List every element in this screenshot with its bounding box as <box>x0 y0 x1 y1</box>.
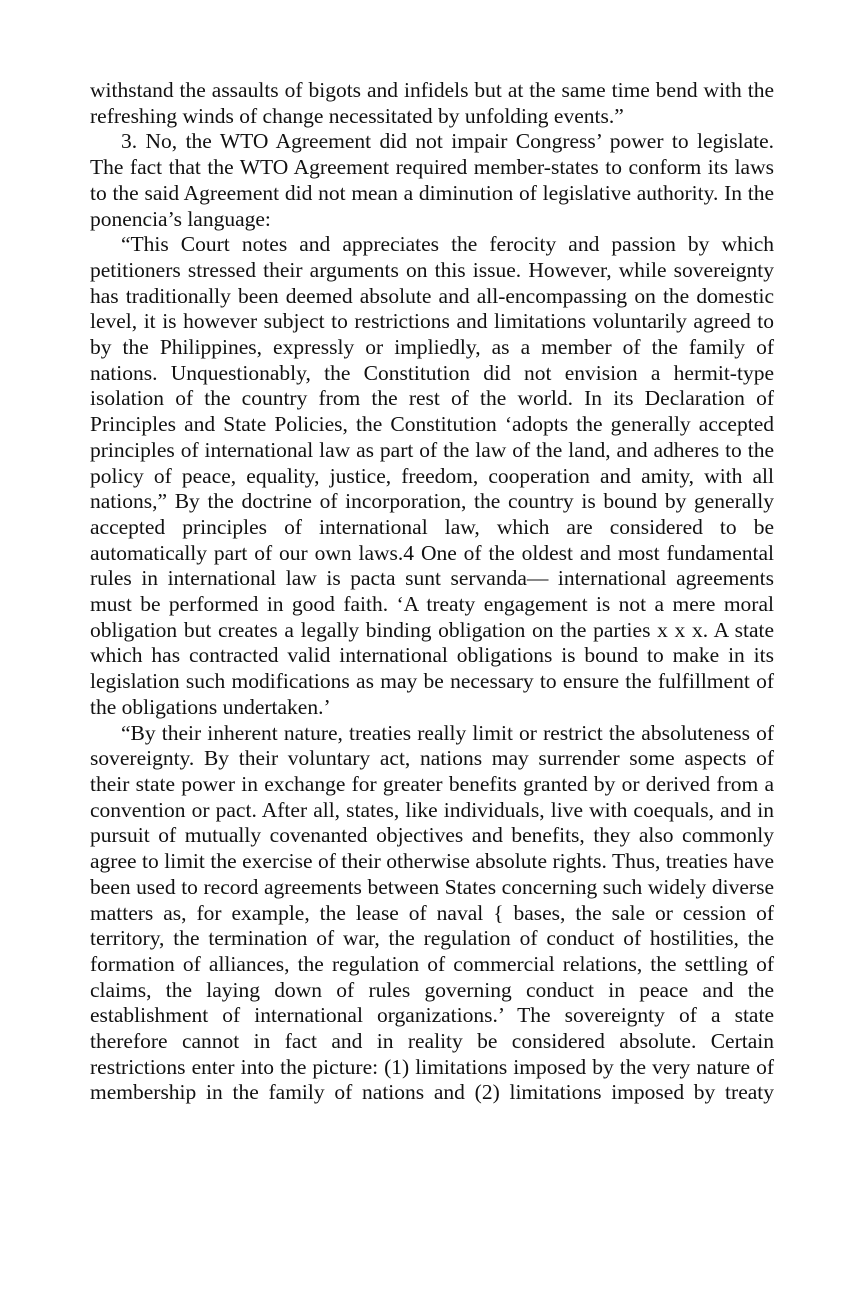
paragraph-point-3: 3. No, the WTO Agreement did not impair Congress’ power to legislate. The fact that the WTO Agreement required member-states to conform its laws to the said Agreement did not mean a diminution of legislative authority. In the ponencia’s language: <box>90 129 774 231</box>
document-page <box>90 78 774 1106</box>
paragraph-quote-treaties: “By their inherent nature, treaties really limit or restrict the absoluteness of sovereignty. By their voluntary act, nations may surrender some aspects of their state power in exchange for greater benefits granted by or derived from a convention or pact. After all, states, like individuals, live with coequals, and in pursuit of mutually covenanted objectives and benefits, they also commonly agree to limit the exercise of their otherwise absolute rights. Thus, treaties have been used to record agreements between States concerning such widely diverse matters as, for example, the lease of naval { bases, the sale or cession of territory, the termination of war, the regulation of conduct of hostilities, the formation of alliances, the regulation of commercial relations, the settling of claims, the laying down of rules governing conduct in peace and the establishment of international organizations.’ The sovereignty of a state therefore cannot in fact and in reality be considered absolute. Certain restrictions enter into the picture: (1) limitations imposed by the very nature of membership in the family of nations and (2) limitations imposed by treaty <box>90 720 774 1105</box>
paragraph-continuation: withstand the assaults of bigots and infidels but at the same time bend with the refreshing winds of change necessitated by unfolding events.” <box>90 78 774 128</box>
paragraph-quote-sovereignty: “This Court notes and appreciates the ferocity and passion by which petitioners stressed their arguments on this issue. However, while sovereignty has traditionally been deemed absolute and all-encompassing on the domestic level, it is however subject to restrictions and limitations voluntarily agreed to by the Philippines, expressly or impliedly, as a member of the family of nations. Unquestionably, the Constitution did not envision a hermit-type isolation of the country from the rest of the world. In its Declaration of Principles and State Policies, the Constitution ‘adopts the generally accepted principles of international law as part of the law of the land, and adheres to the policy of peace, equality, justice, freedom, cooperation and amity, with all nations,” By the doctrine of incorporation, the country is bound by generally accepted principles of international law, which are considered to be automatically part of our own laws.4 One of the oldest and most fundamental rules in international law is pacta sunt servanda— international agreements must be performed in good faith. ‘A treaty engagement is not a mere moral obligation but creates a legally binding obligation on the parties x x x. A state which has contracted valid international obligations is bound to make in its legislation such modifications as may be necessary to ensure the fulfillment of the obligations undertaken.’ <box>90 232 774 719</box>
